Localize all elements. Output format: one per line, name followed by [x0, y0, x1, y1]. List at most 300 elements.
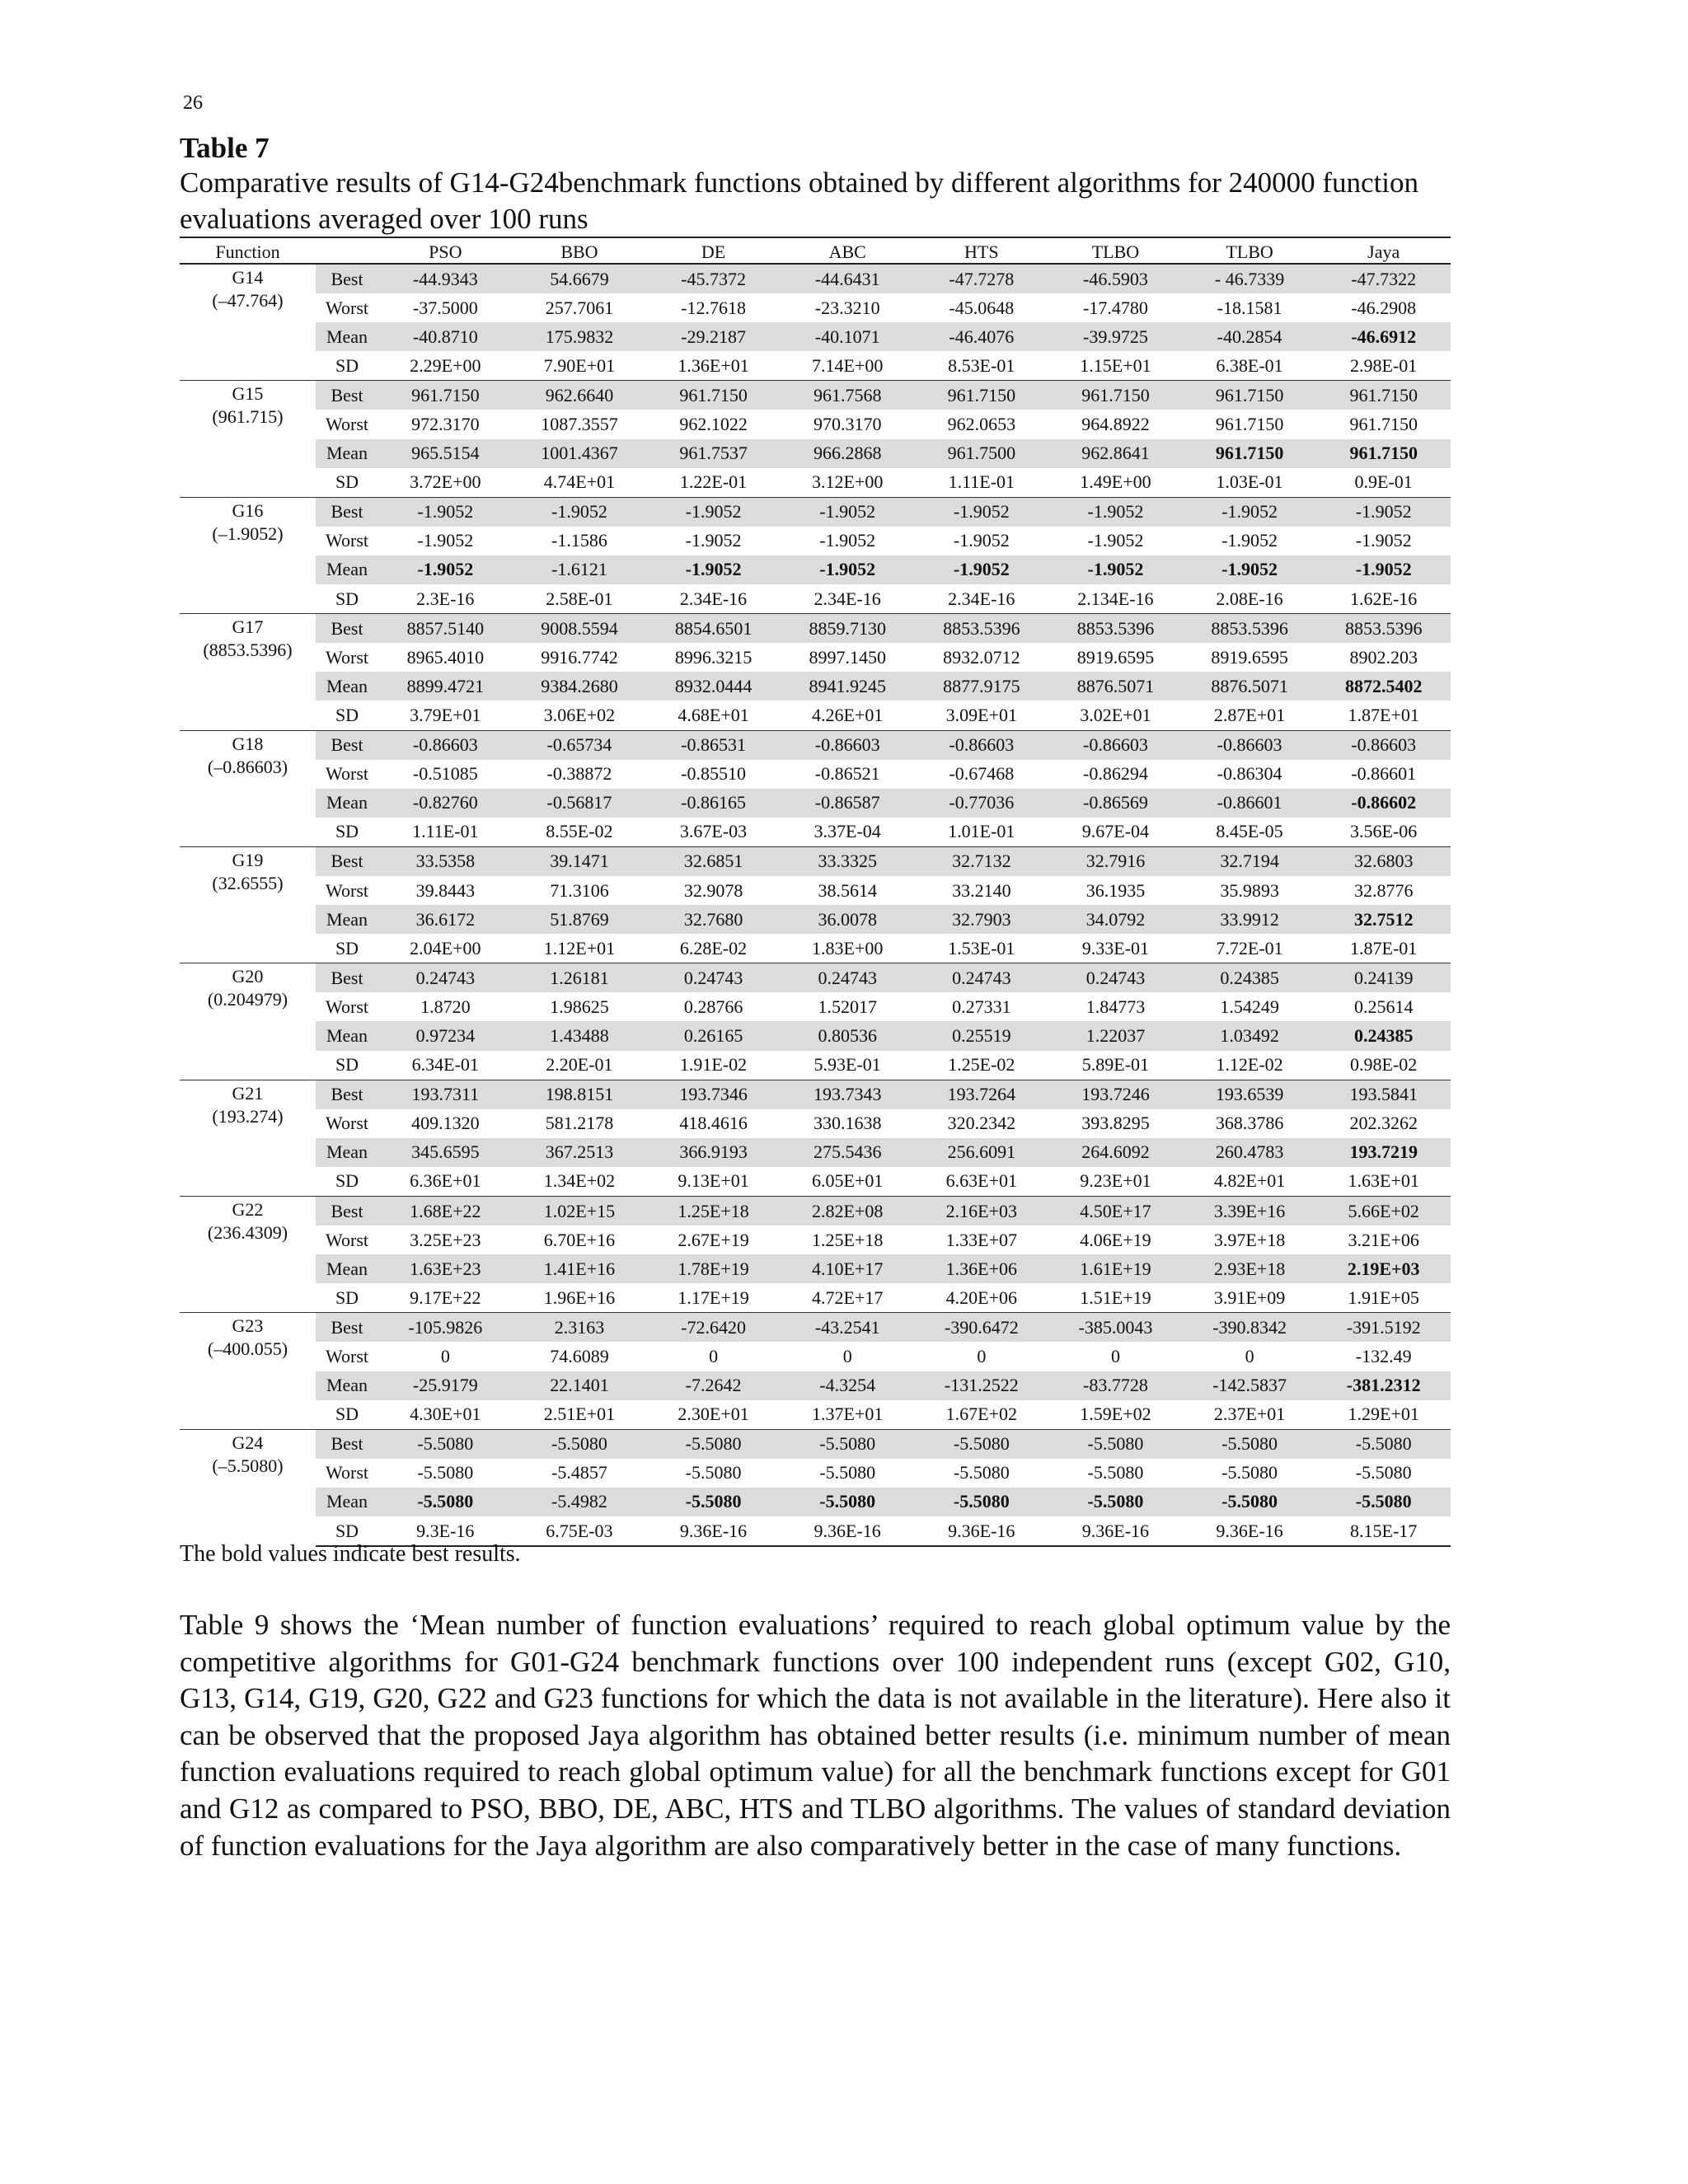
value-cell: 1.33E+07	[945, 1229, 1017, 1250]
value-cell: 8876.5071	[1048, 672, 1183, 701]
table-row	[180, 381, 1451, 410]
table-row	[180, 322, 1451, 351]
value-cell: 36.1935	[1085, 879, 1146, 901]
stat-label: SD	[335, 704, 359, 725]
value-cell: 7.90E+01	[543, 354, 616, 376]
value-cell: 1.22037	[1048, 1021, 1183, 1050]
function-optimum: (961.715)	[212, 406, 284, 428]
function-optimum: (8853.5396)	[203, 640, 293, 661]
column-header: DE	[646, 237, 781, 264]
value-cell: 961.7150	[646, 381, 781, 410]
value-cell: 4.10E+17	[781, 1254, 915, 1283]
value-cell: -0.86294	[1083, 763, 1148, 785]
value-cell: 193.7343	[781, 1080, 915, 1109]
value-cell: 9.36E-16	[1048, 1516, 1183, 1546]
value-cell: 0.24743	[781, 963, 915, 993]
value-cell: 8919.6595	[1211, 646, 1288, 668]
table-row	[180, 1342, 1451, 1371]
value-cell: -0.86569	[1048, 789, 1183, 818]
page-number: 26	[183, 92, 203, 114]
function-cell	[180, 614, 316, 730]
value-cell: 8996.3215	[674, 646, 753, 668]
value-cell: -131.2522	[915, 1371, 1049, 1400]
value-cell: 38.5614	[818, 879, 877, 901]
value-cell: -0.82760	[378, 789, 513, 818]
value-cell: 1.62E-16	[1350, 588, 1418, 609]
value-cell: -1.9052	[378, 555, 513, 584]
column-header: ABC	[781, 237, 915, 264]
value-cell: 2.34E-16	[814, 588, 881, 609]
value-cell: 1.36E+06	[915, 1254, 1049, 1283]
value-cell: -5.4857	[551, 1462, 607, 1483]
value-cell: 2.58E-01	[546, 588, 613, 609]
value-cell: 22.1401	[513, 1371, 647, 1400]
value-cell: 8932.0712	[943, 646, 1020, 668]
value-cell: -0.86304	[1217, 763, 1282, 785]
value-cell: 961.7150	[1349, 414, 1418, 435]
value-cell: 8899.4721	[378, 672, 513, 701]
function-cell	[180, 497, 316, 613]
value-cell: 5.66E+02	[1316, 1197, 1451, 1226]
value-cell: 5.93E-01	[814, 1054, 881, 1076]
value-cell: -4.3254	[781, 1371, 915, 1400]
value-cell: 0	[1110, 1346, 1120, 1367]
table-row	[180, 1283, 1451, 1313]
function-name: G16	[232, 499, 264, 521]
function-optimum: (32.6555)	[212, 872, 284, 893]
value-cell: 1.61E+19	[1048, 1254, 1183, 1283]
function-cell	[180, 264, 316, 381]
value-cell: 4.74E+01	[543, 471, 616, 493]
value-cell: 0	[440, 1346, 450, 1367]
table-row	[180, 293, 1451, 322]
value-cell: 0.98E-02	[1350, 1054, 1418, 1076]
value-cell: 3.97E+18	[1213, 1229, 1286, 1250]
value-cell: 2.51E+01	[543, 1404, 616, 1425]
value-cell: 1.37E+01	[812, 1404, 884, 1425]
value-cell: -7.2642	[646, 1371, 781, 1400]
table-row	[180, 1313, 1451, 1343]
value-cell: -142.5837	[1183, 1371, 1317, 1400]
value-cell: 961.7150	[1316, 381, 1451, 410]
value-cell: -1.9052	[1355, 530, 1412, 551]
table-row	[180, 1051, 1451, 1080]
value-cell: 1.87E-01	[1350, 937, 1418, 958]
stat-label: SD	[316, 1516, 378, 1546]
table-row	[180, 1400, 1451, 1430]
value-cell: -0.86601	[1351, 763, 1417, 785]
value-cell: 2.134E-16	[1077, 588, 1154, 609]
table-row	[180, 497, 1451, 527]
stat-label: Mean	[316, 1254, 378, 1283]
value-cell: 34.0792	[1048, 905, 1183, 934]
value-cell: 0	[977, 1346, 987, 1367]
function-cell	[180, 381, 316, 497]
value-cell: 1.52017	[818, 996, 877, 1017]
value-cell: 1001.4367	[513, 439, 647, 468]
function-optimum: (–47.764)	[212, 290, 284, 311]
value-cell: 51.8769	[513, 905, 647, 934]
value-cell: 1.87E+01	[1348, 704, 1419, 725]
value-cell: 8919.6595	[1076, 646, 1155, 668]
stat-label: Worst	[325, 1229, 368, 1250]
stat-label: Best	[316, 846, 378, 876]
value-cell: 1.63E+01	[1348, 1170, 1419, 1192]
value-cell: -1.9052	[1183, 497, 1317, 527]
value-cell: 345.6595	[378, 1138, 513, 1167]
value-cell: 3.06E+02	[543, 704, 616, 725]
table-row	[180, 846, 1451, 876]
value-cell: 71.3106	[550, 879, 609, 901]
value-cell: 1.26181	[513, 963, 647, 993]
table-row	[180, 1459, 1451, 1488]
table-row	[180, 1109, 1451, 1138]
value-cell: 8876.5071	[1183, 672, 1317, 701]
value-cell: -5.5080	[781, 1488, 915, 1516]
value-cell: 1.02E+15	[513, 1197, 647, 1226]
value-cell: 193.7246	[1048, 1080, 1183, 1109]
column-header: HTS	[915, 237, 1049, 264]
value-cell: 0.26165	[646, 1021, 781, 1050]
value-cell: 3.02E+01	[1080, 704, 1151, 725]
value-cell: -132.49	[1355, 1346, 1412, 1367]
value-cell: 2.3E-16	[416, 588, 475, 609]
value-cell: 4.26E+01	[812, 704, 884, 725]
stat-label: Mean	[316, 1021, 378, 1050]
value-cell: -390.6472	[915, 1313, 1049, 1343]
value-cell: 1.12E+01	[543, 937, 616, 958]
table-row	[180, 905, 1451, 934]
value-cell: -5.5080	[513, 1429, 647, 1459]
value-cell: 3.09E+01	[945, 704, 1017, 725]
stat-label: Mean	[316, 1488, 378, 1516]
value-cell: -5.5080	[953, 1462, 1010, 1483]
stat-label: Best	[316, 614, 378, 644]
stat-label: Mean	[316, 672, 378, 701]
value-cell: 0.80536	[781, 1021, 915, 1050]
function-optimum: (–0.86603)	[207, 756, 288, 777]
value-cell: 1.03E-01	[1216, 471, 1283, 493]
value-cell: 9008.5594	[513, 614, 647, 644]
function-cell	[180, 846, 316, 963]
value-cell: 1.25E+18	[812, 1229, 884, 1250]
value-cell: -5.5080	[378, 1429, 513, 1459]
value-cell: 1.49E+00	[1080, 471, 1151, 493]
value-cell: 961.7150	[1048, 381, 1183, 410]
stat-label: Mean	[316, 905, 378, 934]
value-cell: -391.5192	[1316, 1313, 1451, 1343]
table-row	[180, 1254, 1451, 1283]
value-cell: 3.21E+06	[1348, 1229, 1419, 1250]
value-cell: 962.0653	[947, 414, 1016, 435]
stat-label: SD	[335, 471, 359, 493]
stat-label: SD	[335, 588, 359, 609]
value-cell: 0	[709, 1346, 719, 1367]
value-cell: 202.3262	[1349, 1113, 1418, 1134]
value-cell: 1.51E+19	[1080, 1286, 1151, 1308]
value-cell: -0.77036	[915, 789, 1049, 818]
value-cell: 5.89E-01	[1081, 1054, 1150, 1076]
stat-label: SD	[335, 1404, 359, 1425]
value-cell: -5.5080	[819, 1462, 876, 1483]
value-cell: 2.37E+01	[1213, 1404, 1286, 1425]
stat-label: Worst	[325, 996, 368, 1017]
value-cell: -1.6121	[513, 555, 647, 584]
value-cell: -83.7728	[1048, 1371, 1183, 1400]
table-row	[180, 1197, 1451, 1226]
stat-label: Best	[316, 1080, 378, 1109]
value-cell: -0.86602	[1316, 789, 1451, 818]
stat-label: Worst	[325, 530, 368, 551]
value-cell: 9.36E-16	[646, 1516, 781, 1546]
value-cell: -1.9052	[646, 555, 781, 584]
value-cell: 33.2140	[952, 879, 1011, 901]
value-cell: -1.9052	[1316, 555, 1451, 584]
value-cell: 1.41E+16	[513, 1254, 647, 1283]
value-cell: -46.2908	[1351, 297, 1417, 318]
value-cell: -5.5080	[915, 1429, 1049, 1459]
value-cell: 0.24743	[1048, 963, 1183, 993]
value-cell: -105.9826	[378, 1313, 513, 1343]
value-cell: 9.17E+22	[410, 1286, 481, 1308]
value-cell: -1.9052	[781, 497, 915, 527]
value-cell: 32.7916	[1048, 846, 1183, 876]
value-cell: 3.25E+23	[410, 1229, 481, 1250]
value-cell: 33.9912	[1183, 905, 1317, 934]
value-cell: -0.86603	[1316, 730, 1451, 760]
function-name: G17	[232, 616, 264, 638]
value-cell: 36.0078	[781, 905, 915, 934]
value-cell: 4.30E+01	[410, 1404, 481, 1425]
value-cell: 393.8295	[1081, 1113, 1150, 1134]
value-cell: 1.91E+05	[1348, 1286, 1419, 1308]
value-cell: 193.7311	[378, 1080, 513, 1109]
value-cell: -5.5080	[1221, 1462, 1278, 1483]
column-header	[316, 237, 378, 264]
value-cell: 972.3170	[411, 414, 480, 435]
results-table-container	[180, 237, 1451, 1547]
value-cell: 1.83E+00	[812, 937, 884, 958]
value-cell: 8941.9245	[781, 672, 915, 701]
value-cell: 193.7219	[1316, 1138, 1451, 1167]
table-row	[180, 527, 1451, 555]
value-cell: 74.6089	[550, 1346, 609, 1367]
table-footnote: The bold values indicate best results.	[180, 1541, 521, 1567]
stat-label: Mean	[316, 1371, 378, 1400]
value-cell: 1.25E-02	[948, 1054, 1015, 1076]
stat-label: SD	[335, 821, 359, 842]
value-cell: -45.0648	[949, 297, 1015, 318]
table-row	[180, 992, 1451, 1021]
value-cell: -1.9052	[513, 497, 647, 527]
value-cell: -1.9052	[1087, 530, 1144, 551]
value-cell: 3.79E+01	[410, 704, 481, 725]
value-cell: 961.7568	[781, 381, 915, 410]
table-row	[180, 1138, 1451, 1167]
function-name: G22	[232, 1199, 264, 1220]
value-cell: 8932.0444	[646, 672, 781, 701]
value-cell: -23.3210	[814, 297, 880, 318]
value-cell: -40.1071	[781, 322, 915, 351]
value-cell: -46.5903	[1048, 264, 1183, 293]
value-cell: 6.38E-01	[1216, 354, 1283, 376]
value-cell: 961.7150	[915, 381, 1049, 410]
table-row	[180, 614, 1451, 644]
value-cell: 366.9193	[646, 1138, 781, 1167]
value-cell: 32.6803	[1316, 846, 1451, 876]
table-row	[180, 1021, 1451, 1050]
value-cell: 1.12E-02	[1216, 1054, 1283, 1076]
value-cell: -5.5080	[1087, 1462, 1144, 1483]
value-cell: -0.86587	[781, 789, 915, 818]
stat-label: Best	[316, 963, 378, 993]
value-cell: 9916.7742	[541, 646, 618, 668]
value-cell: 1.59E+02	[1080, 1404, 1151, 1425]
value-cell: 965.5154	[378, 439, 513, 468]
value-cell: -5.5080	[1316, 1488, 1451, 1516]
value-cell: 9.13E+01	[678, 1170, 749, 1192]
value-cell: -1.9052	[685, 530, 742, 551]
value-cell: 6.75E-03	[513, 1516, 647, 1546]
stat-label: Worst	[325, 763, 368, 785]
value-cell: 264.6092	[1048, 1138, 1183, 1167]
value-cell: 8.53E-01	[948, 354, 1015, 376]
value-cell: -46.6912	[1316, 322, 1451, 351]
value-cell: 2.67E+19	[678, 1229, 749, 1250]
value-cell: 8859.7130	[781, 614, 915, 644]
value-cell: 6.34E-01	[411, 1054, 479, 1076]
value-cell: 8853.5396	[1048, 614, 1183, 644]
value-cell: -1.9052	[953, 530, 1010, 551]
stat-label: Worst	[325, 1113, 368, 1134]
value-cell: -37.5000	[412, 297, 478, 318]
value-cell: 1.63E+23	[378, 1254, 513, 1283]
value-cell: -40.8710	[378, 322, 513, 351]
function-optimum: (–400.055)	[207, 1338, 288, 1360]
value-cell: 961.7150	[1316, 439, 1451, 468]
function-cell	[180, 730, 316, 846]
table-row	[180, 1488, 1451, 1516]
value-cell: -5.5080	[1183, 1429, 1317, 1459]
stat-label: Best	[316, 264, 378, 293]
body-paragraph: Table 9 shows the ‘Mean number of function evaluations’ required to reach global optimum value by the competitive algorithms for G01-G24 benchmark functions over 100 independent runs (except G02, G10, G13, G14, G19, G20, G22 and G23 functions for which the data is not available in the literature). Here also it can be observed that the proposed Jaya algorithm has obtained better results (i.e. minimum number of mean function evaluations required to reach global optimum value) for all the benchmark functions except for G01 and G12 as compared to PSO, BBO, DE, ABC, HTS and TLBO algorithms. The values of standard deviation of function evaluations for the Jaya algorithm are also comparatively better in the case of many functions.	[180, 1609, 1451, 1862]
value-cell: 175.9832	[513, 322, 647, 351]
value-cell: 1.68E+22	[378, 1197, 513, 1226]
value-cell: -47.7322	[1316, 264, 1451, 293]
value-cell: 6.05E+01	[812, 1170, 884, 1192]
function-optimum: (0.204979)	[207, 989, 288, 1010]
function-cell	[180, 1197, 316, 1313]
value-cell: 275.5436	[781, 1138, 915, 1167]
value-cell: 3.67E-03	[679, 821, 748, 842]
column-header: Jaya	[1316, 237, 1451, 264]
value-cell: -1.9052	[781, 555, 915, 584]
stat-label: SD	[335, 1170, 359, 1192]
column-header: PSO	[378, 237, 513, 264]
value-cell: -5.5080	[781, 1429, 915, 1459]
table-row	[180, 468, 1451, 498]
value-cell: -5.4982	[513, 1488, 647, 1516]
value-cell: -18.1581	[1217, 297, 1282, 318]
value-cell: 1.67E+02	[945, 1404, 1017, 1425]
table-row	[180, 555, 1451, 584]
value-cell: 1.11E-01	[412, 821, 479, 842]
value-cell: 9.67E-04	[1081, 821, 1150, 842]
function-optimum: (236.4309)	[207, 1222, 288, 1243]
value-cell: 32.6851	[646, 846, 781, 876]
table-label: Table 7	[180, 132, 270, 164]
value-cell: -390.8342	[1183, 1313, 1317, 1343]
value-cell: 1.17E+19	[678, 1286, 749, 1308]
value-cell: -5.5080	[915, 1488, 1049, 1516]
value-cell: - 46.7339	[1183, 264, 1317, 293]
value-cell: 2.82E+08	[781, 1197, 915, 1226]
value-cell: 260.4783	[1183, 1138, 1317, 1167]
column-header: TLBO	[1183, 237, 1317, 264]
stat-label: Mean	[316, 1138, 378, 1167]
stat-label: Best	[316, 1197, 378, 1226]
value-cell: 1.34E+02	[543, 1170, 616, 1192]
value-cell: 3.72E+00	[410, 471, 481, 493]
value-cell: -0.85510	[681, 763, 746, 785]
value-cell: 8853.5396	[915, 614, 1049, 644]
value-cell: 0	[1245, 1346, 1254, 1367]
value-cell: -1.9052	[1048, 555, 1183, 584]
value-cell: 2.08E-16	[1216, 588, 1283, 609]
table-row	[180, 1080, 1451, 1109]
value-cell: 4.72E+17	[812, 1286, 884, 1308]
value-cell: 0.97234	[378, 1021, 513, 1050]
stat-label: Mean	[316, 789, 378, 818]
value-cell: 1087.3557	[541, 414, 618, 435]
value-cell: -1.9052	[915, 555, 1049, 584]
table-row	[180, 934, 1451, 963]
value-cell: -1.9052	[417, 530, 474, 551]
table-row	[180, 1226, 1451, 1254]
value-cell: -5.5080	[646, 1429, 781, 1459]
value-cell: 193.7264	[915, 1080, 1049, 1109]
value-cell: 32.7194	[1183, 846, 1317, 876]
value-cell: 8965.4010	[406, 646, 485, 668]
value-cell: -0.86521	[814, 763, 880, 785]
value-cell: 0.25519	[915, 1021, 1049, 1050]
value-cell: -44.6431	[781, 264, 915, 293]
stat-label: Mean	[316, 322, 378, 351]
table-row	[180, 351, 1451, 381]
value-cell: -5.5080	[1183, 1488, 1317, 1516]
value-cell: -1.1586	[551, 530, 607, 551]
value-cell: 32.7680	[646, 905, 781, 934]
value-cell: 8.55E-02	[546, 821, 613, 842]
value-cell: 961.7500	[915, 439, 1049, 468]
value-cell: 1.22E-01	[679, 471, 748, 493]
value-cell: 198.8151	[513, 1080, 647, 1109]
value-cell: 3.39E+16	[1183, 1197, 1317, 1226]
value-cell: 33.3325	[781, 846, 915, 876]
value-cell: 962.1022	[679, 414, 748, 435]
value-cell: 54.6679	[513, 264, 647, 293]
value-cell: -1.9052	[1221, 530, 1278, 551]
value-cell: -5.5080	[417, 1462, 474, 1483]
value-cell: 257.7061	[545, 297, 614, 318]
table-caption: Comparative results of G14-G24benchmark functions obtained by different algorithms for 240000 function evaluations averaged over 100 runs	[180, 166, 1419, 235]
value-cell: 3.12E+00	[812, 471, 884, 493]
value-cell: -1.9052	[646, 497, 781, 527]
stat-label: Worst	[325, 646, 368, 668]
stat-label: Worst	[325, 297, 368, 318]
table-row	[180, 672, 1451, 701]
function-optimum: (193.274)	[212, 1105, 284, 1127]
